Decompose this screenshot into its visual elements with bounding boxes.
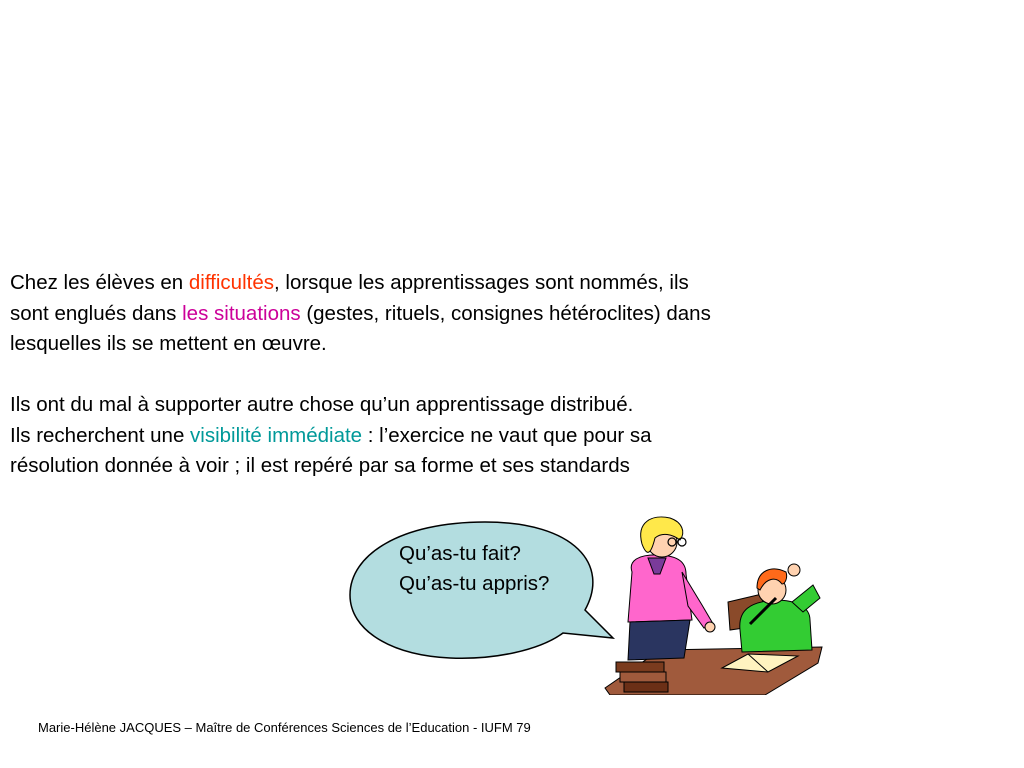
paragraph-difficultes-line-2 xyxy=(10,299,910,330)
text-segment: , lorsque les apprentissages sont nommés, ils xyxy=(274,271,689,294)
speech-bubble-text xyxy=(399,539,549,599)
teacher-student-clipart xyxy=(600,510,830,695)
bubble-question-1: Qu’as-tu fait? xyxy=(399,542,521,565)
paragraph-resolution-line: résolution donnée à voir ; il est repéré par sa forme et ses standards xyxy=(10,454,630,477)
text-segment: Ils recherchent une xyxy=(10,423,191,447)
book-stack-graphic xyxy=(616,662,668,692)
text-segment: (gestes, rituels, consignes hétéroclites) dans xyxy=(300,301,711,325)
footer-credit: Marie-Hélène JACQUES – Maître de Conférences Sciences de l’Education - IUFM 79 xyxy=(38,720,531,735)
text-segment: : l’exercice ne vaut que pour sa xyxy=(362,423,652,447)
paragraph-visibilite-line xyxy=(10,421,910,452)
student-figure xyxy=(740,564,820,652)
paragraph-difficultes-line-3: lesquelles ils se mettent en œuvre. xyxy=(10,332,327,355)
speech-bubble xyxy=(345,520,625,670)
teacher-figure xyxy=(628,517,715,660)
paragraph-difficultes-line-1 xyxy=(10,268,910,299)
slide-body-text xyxy=(10,268,910,482)
highlight-situations: les situations xyxy=(182,301,301,325)
paragraph-distribue-line: Ils ont du mal à supporter autre chose qu’un apprentissage distribué. xyxy=(10,393,634,416)
text-segment: Chez les élèves en xyxy=(10,271,189,294)
highlight-visibilite: visibilité immédiate xyxy=(190,423,363,447)
text-segment: sont englués dans xyxy=(10,301,183,325)
highlight-difficultes: difficultés xyxy=(188,271,274,294)
paragraph-gap xyxy=(10,360,910,391)
bubble-question-2: Qu’as-tu appris? xyxy=(399,572,550,595)
